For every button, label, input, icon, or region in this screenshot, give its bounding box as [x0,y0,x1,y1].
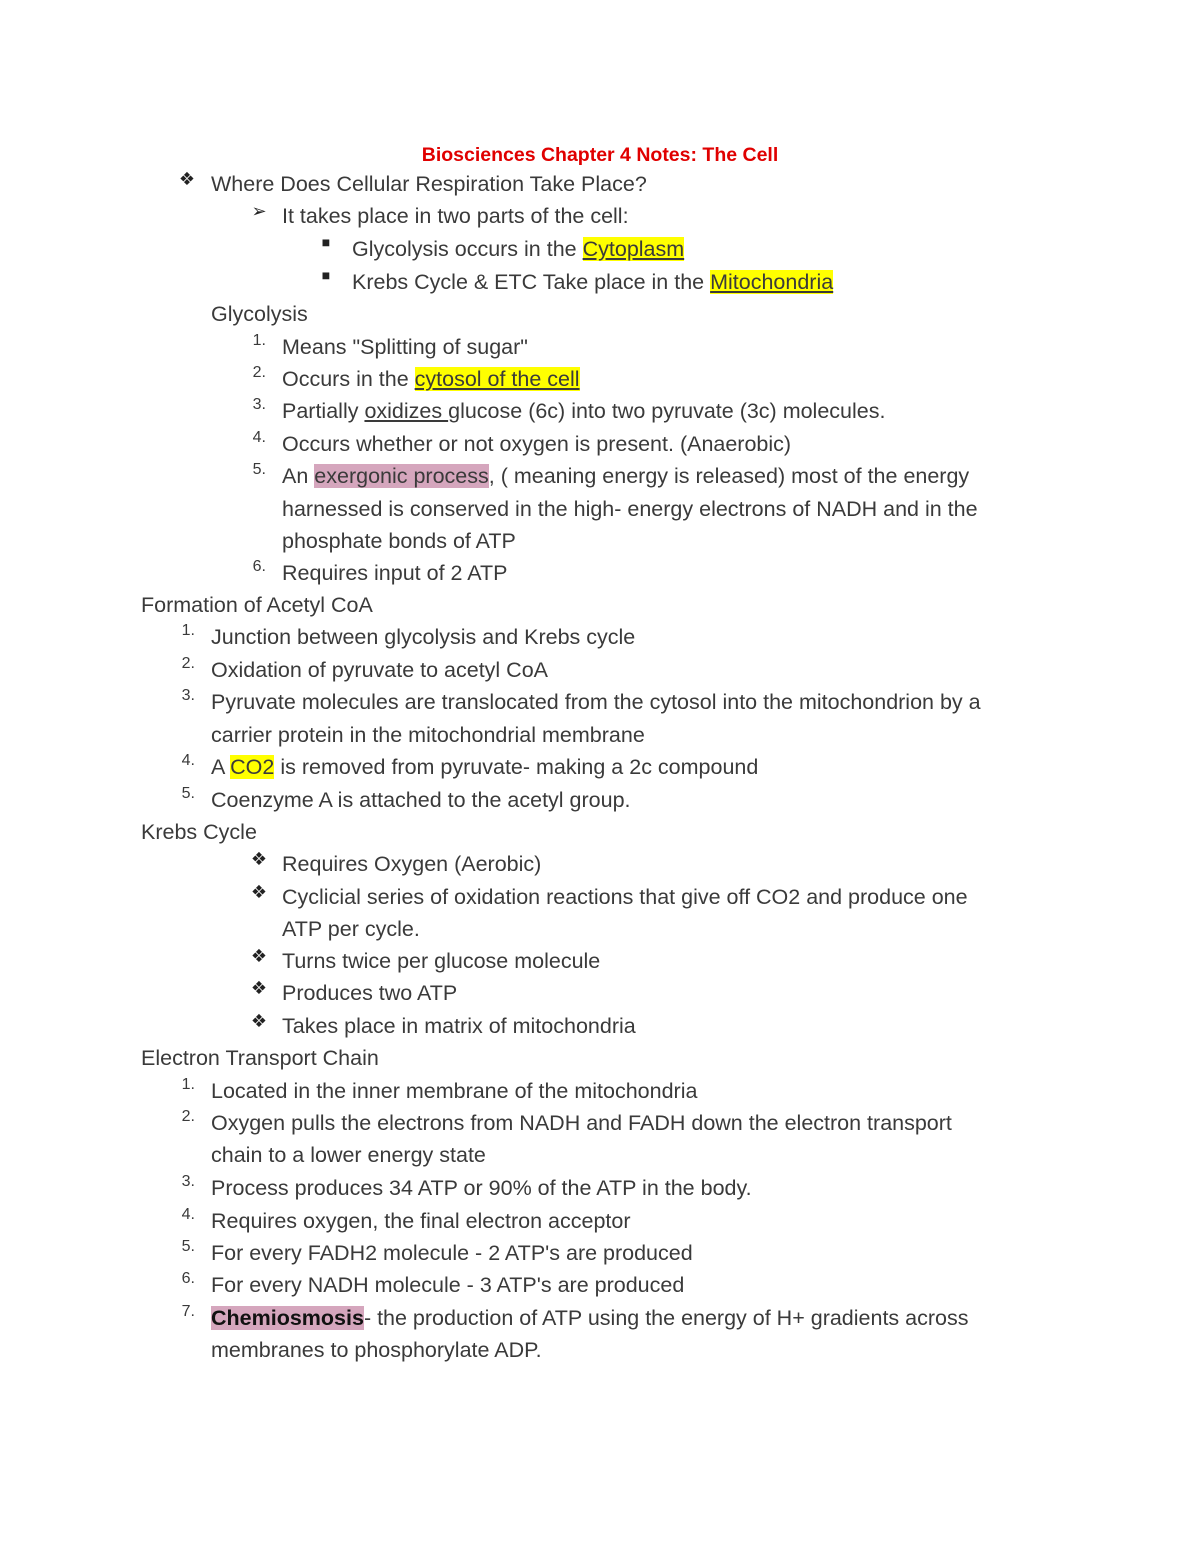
list-number: 4. [252,429,266,446]
list-item-text: glucose (6c) into two pyruvate (3c) molecules. [448,399,886,423]
oxidizes-underlined: oxidizes [364,399,449,423]
list-number: 3. [181,1173,195,1190]
list-item: Oxygen pulls the electrons from NADH and FADH down the electron transport [211,1111,952,1135]
chemiosmosis-highlight: Chemiosmosis [211,1306,364,1330]
krebs-location [352,267,833,297]
cytoplasm-highlight: Cytoplasm [582,237,685,261]
mitochondria-highlight: Mitochondria [710,270,834,294]
list-item-text: is removed from pyruvate- making a 2c compound [274,755,759,779]
list-item: Requires Oxygen (Aerobic) [282,852,542,876]
cytosol-highlight: cytosol of the cell [414,367,580,391]
list-item [282,364,580,394]
list-item-text: A [211,755,231,779]
list-item-continuation: chain to a lower energy state [211,1143,486,1167]
list-item-continuation: carrier protein in the mitochondrial membrane [211,723,645,747]
list-number: 2. [252,364,266,381]
square-bullet-icon: ■ [321,267,331,283]
list-number: 5. [181,785,195,802]
section-heading-krebs-cycle: Krebs Cycle [141,820,257,844]
glycolysis-location [352,234,684,264]
list-item: Occurs whether or not oxygen is present. (Anaerobic) [282,432,792,456]
diamond-bullet-icon: ❖ [250,946,268,966]
list-item-text: Occurs in the [282,367,415,391]
list-number: 4. [181,1206,195,1223]
diamond-bullet-icon: ❖ [250,1011,268,1031]
list-item-continuation: membranes to phosphorylate ADP. [211,1338,542,1362]
list-item: Requires input of 2 ATP [282,561,508,585]
list-item [211,752,758,782]
co2-highlight: CO2 [230,755,275,779]
diamond-bullet-icon: ❖ [250,882,268,902]
list-item: Oxidation of pyruvate to acetyl CoA [211,658,549,682]
section-heading-glycolysis: Glycolysis [211,302,308,326]
list-number: 5. [181,1238,195,1255]
diamond-bullet-icon: ❖ [250,849,268,869]
section-heading-acetyl-coa: Formation of Acetyl CoA [141,593,373,617]
list-number: 6. [252,558,266,575]
respiration-answer: It takes place in two parts of the cell: [282,204,629,228]
list-item: Means "Splitting of sugar" [282,335,528,359]
list-item [211,1303,968,1333]
list-number: 2. [181,1108,195,1125]
list-number: 7. [181,1303,195,1320]
list-number: 3. [181,687,195,704]
list-item: Cyclicial series of oxidation reactions that give off CO2 and produce one [282,885,968,909]
list-item-text: Partially [282,399,365,423]
list-number: 1. [181,1076,195,1093]
list-number: 4. [181,752,195,769]
list-item: Process produces 34 ATP or 90% of the ATP in the body. [211,1176,752,1200]
page-title: Biosciences Chapter 4 Notes: The Cell [421,144,779,166]
list-item-text: , ( meaning energy is released) most of the energy [488,464,970,488]
exergonic-highlight: exergonic process [314,464,489,488]
list-item-text: An [282,464,315,488]
list-item-text: - the production of ATP using the energy of H+ gradients across [363,1306,969,1330]
list-item [282,396,885,426]
list-number: 6. [181,1270,195,1287]
list-item [282,461,969,491]
list-item: Turns twice per glucose molecule [282,949,601,973]
square-bullet-icon: ■ [321,234,331,250]
list-item: For every NADH molecule - 3 ATP's are produced [211,1273,685,1297]
list-item: Takes place in matrix of mitochondria [282,1014,636,1038]
list-item: Produces two ATP [282,981,458,1005]
arrow-bullet-icon: ➢ [251,201,267,221]
glycolysis-location-text: Glycolysis occurs in the [352,237,583,261]
section-heading-etc: Electron Transport Chain [141,1046,379,1070]
list-item-continuation: phosphate bonds of ATP [282,529,516,553]
list-item-continuation: ATP per cycle. [282,917,420,941]
list-number: 2. [181,655,195,672]
list-item: Requires oxygen, the final electron acceptor [211,1209,631,1233]
list-item: Junction between glycolysis and Krebs cycle [211,625,636,649]
diamond-bullet-icon: ❖ [178,169,196,189]
list-number: 3. [252,396,266,413]
respiration-question: Where Does Cellular Respiration Take Place? [211,172,647,196]
krebs-location-text: Krebs Cycle & ETC Take place in the [352,270,711,294]
list-item-continuation: harnessed is conserved in the high- energy electrons of NADH and in the [282,497,978,521]
list-item: Pyruvate molecules are translocated from the cytosol into the mitochondrion by a [211,690,981,714]
list-number: 1. [181,622,195,639]
list-number: 5. [252,461,266,478]
list-number: 1. [252,332,266,349]
diamond-bullet-icon: ❖ [250,978,268,998]
list-item: Located in the inner membrane of the mitochondria [211,1079,698,1103]
list-item: For every FADH2 molecule - 2 ATP's are produced [211,1241,693,1265]
list-item: Coenzyme A is attached to the acetyl group. [211,788,631,812]
